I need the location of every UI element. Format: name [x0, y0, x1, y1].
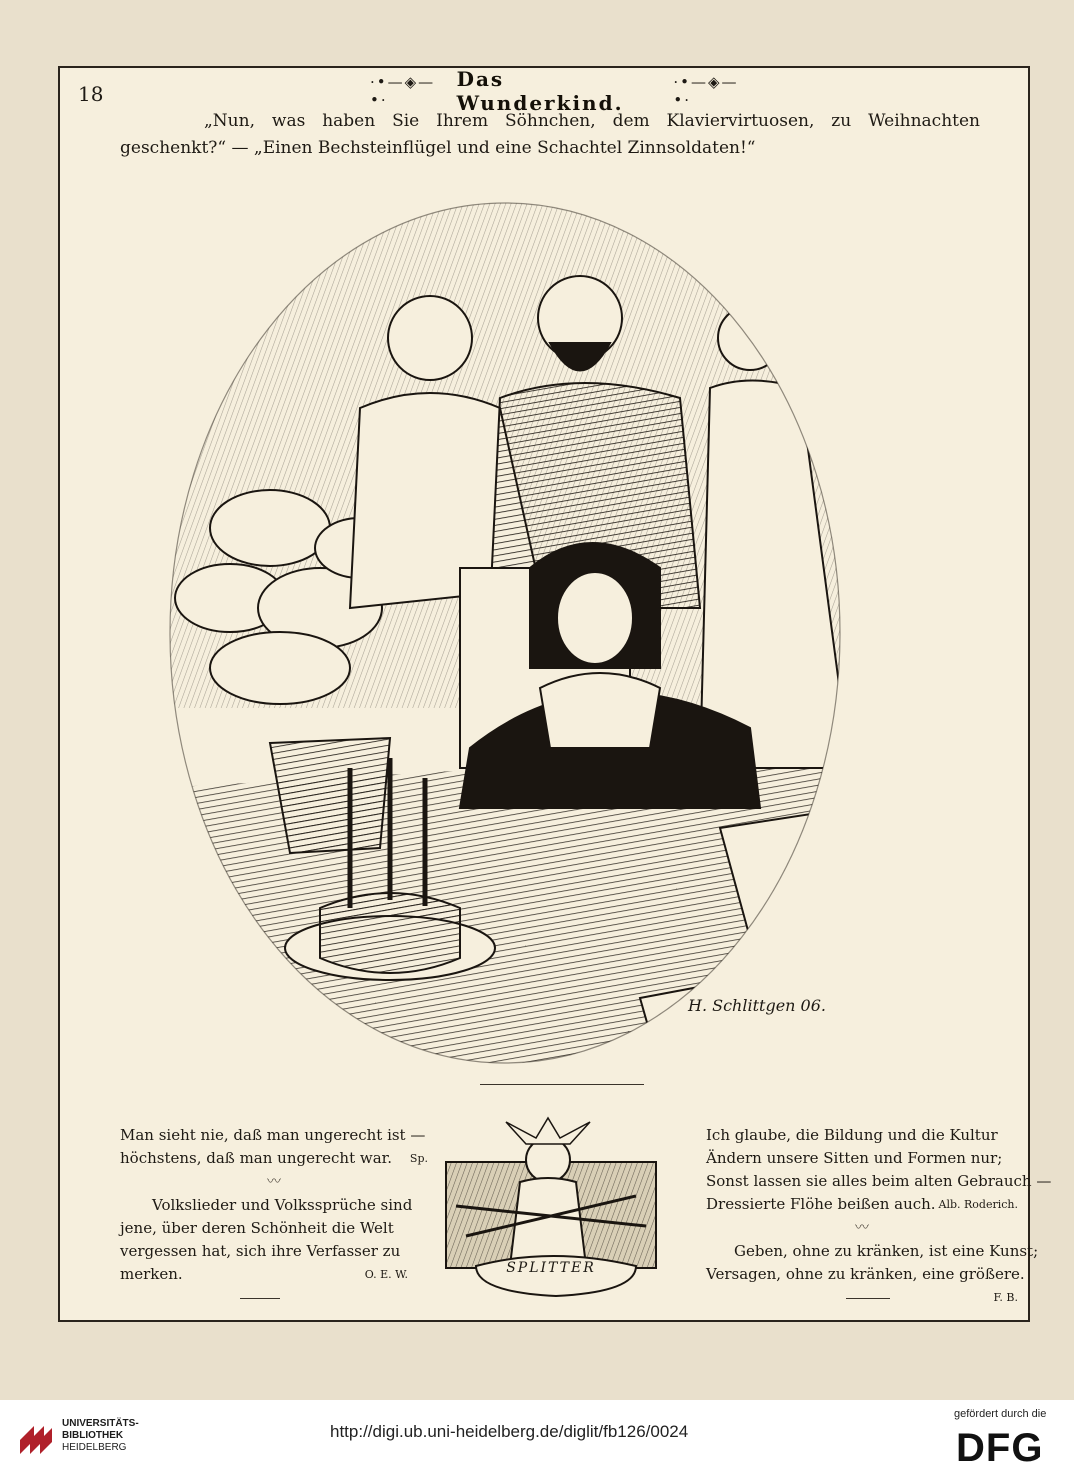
aphorisms-left-column [120, 1124, 428, 1286]
aphorism-line: Geben, ohne zu kränken, ist eine Kunst; [734, 1242, 1039, 1260]
source-url-link[interactable]: http://digi.ub.uni-heidelberg.de/diglit/fb126/0024 [330, 1422, 689, 1441]
divider-rule [480, 1084, 644, 1085]
page-title: Das Wunderkind. [456, 67, 624, 115]
ornament-left: ·•—◈—•· [370, 73, 436, 109]
aphorism-line: merken. [120, 1265, 183, 1283]
institution-line: BIBLIOTHEK [62, 1430, 124, 1441]
separator-swirl: 〰 [855, 1220, 869, 1236]
aphorism-last-line [120, 1147, 428, 1170]
separator-swirl: 〰 [267, 1174, 281, 1190]
dfg-logo: DFG [956, 1426, 1044, 1470]
page-header [370, 67, 750, 115]
caption-text: „Nun, was haben Sie Ihrem Söhnchen, dem Klaviervirtuosen, zu Weihnachten geschenkt?“ — „Einen Bechsteinflügel und eine Schachtel Zinnsoldaten!“ [120, 111, 980, 158]
emblem-banner-text: SPLITTER [506, 1260, 596, 1276]
aphorism-last-line [120, 1263, 428, 1286]
aphorism-line: jene, über deren Schönheit die Welt [120, 1219, 394, 1237]
illustration-caption [120, 108, 980, 162]
funded-by-text: gefördert durch die [954, 1408, 1047, 1420]
aphorism-line: Sonst lassen sie alles beim alten Gebrauch — [706, 1172, 1052, 1190]
aphorisms-right-column [706, 1124, 1052, 1309]
aphorism-line: Ändern unsere Sitten und Formen nur; [706, 1149, 1003, 1167]
aphorism-line: Volkslieder und Volkssprüche sind [152, 1196, 413, 1214]
institution-line: HEIDELBERG [62, 1442, 127, 1453]
magazine-page [58, 66, 1052, 1322]
digitization-footer [0, 1400, 1074, 1476]
aphorism-author: Sp. [409, 1152, 428, 1165]
short-rule-right [846, 1298, 890, 1299]
university-library-logo-icon [18, 1416, 54, 1456]
artist-signature: H. Schlittgen 06. [688, 996, 826, 1015]
aphorism-line: Man sieht nie, daß man ungerecht ist — [120, 1126, 426, 1144]
university-library-name [62, 1418, 139, 1454]
aphorism-line: Ich glaube, die Bildung und die Kultur [706, 1126, 998, 1144]
aphorism-line: Versagen, ohne zu kränken, eine größere. [706, 1265, 1025, 1283]
aphorism-line: vergessen hat, sich ihre Verfasser zu [120, 1242, 401, 1260]
aphorism-line: Dressierte Flöhe beißen auch. [706, 1195, 936, 1213]
institution-line: UNIVERSITÄTS- [62, 1418, 139, 1429]
aphorism-last-line [706, 1193, 1018, 1216]
aphorism-author: Alb. Roderich. [938, 1198, 1018, 1211]
aphorism-author: O. E. W. [364, 1268, 408, 1281]
aphorism-line: höchstens, daß man ungerecht war. [120, 1149, 392, 1167]
short-rule-left [240, 1298, 280, 1299]
illustration-wunderkind [160, 188, 850, 1068]
aphorism-author: F. B. [993, 1291, 1018, 1304]
ornament-right: ·•—◈—•· [673, 73, 739, 109]
page-number: 18 [78, 82, 104, 106]
